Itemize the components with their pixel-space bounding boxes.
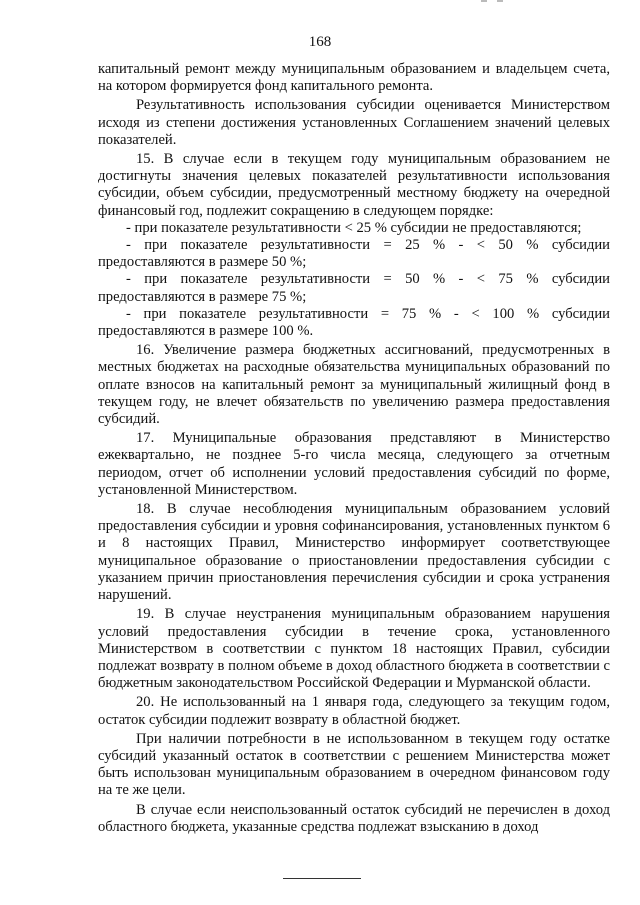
paragraph-15: 15. В случае если в текущем году муниципальным образованием не достигнуты значения целевых показателей результативности использования субсидии, объем субсидии, предусмотренный местному бюджету на очередной финансовый год, подлежит сокращению в следующем порядке: — [98, 151, 610, 219]
paragraph-18: 18. В случае несоблюдения муниципальным образованием условий предоставления субсидии и уровня софинансирования, установленных пунктом 6 и 8 настоящих Правил, Министерство информирует соответствующее муниципальное образование о приостановлении предоставления субсидии с указанием причин приостановления перечисления субсидии и срока устранения нарушений. — [98, 501, 610, 604]
list-item-reduction-2: - при показателе результативности = 25 % - < 50 % субсидии предоставляются в размере 50 %; — [98, 237, 610, 271]
paragraph-17: 17. Муниципальные образования представляют в Министерство ежеквартально, не позднее 5-го числа месяца, следующего за отчетным периодом, отчет об исполнении условий предоставления субсидий по форме, установленной Министерством. — [98, 430, 610, 498]
list-item-reduction-4: - при показателе результативности = 75 % - < 100 % субсидии предоставляются в размере 100 %. — [98, 305, 610, 340]
paragraph-recovery: В случае если неиспользованный остаток субсидий не перечислен в доход областного бюджета, указанные средства подлежат взысканию в доход — [98, 801, 610, 835]
list-item-reduction-1: - при показателе результативности < 25 % субсидии не предоставляются; — [126, 219, 582, 236]
paragraph-16: 16. Увеличение размера бюджетных ассигнований, предусмотренных в местных бюджетах на расходные обязательства муниципальных образований по оплате взносов на капитальный ремонт за муниципальный жилищный фонд в текущем году, не влечет обязательств по увеличению размера предоставления субсидий. — [98, 342, 610, 428]
page-number: 168 — [308, 34, 332, 50]
paragraph-20: 20. Не использованный на 1 января года, следующего за текущим годом, остаток субсидии подлежит возврату в областной бюджет. — [98, 694, 610, 728]
scan-mark — [475, 0, 515, 3]
paragraph-effectiveness: Результативность использования субсидии оценивается Министерством исходя из степени достижения установленных Соглашением значений целевых показателей. — [98, 97, 610, 148]
paragraph-continuation: капитальный ремонт между муниципальным образованием и владельцем счета, на котором формируется фонд капитального ремонта. — [98, 61, 610, 95]
footer-rule — [283, 878, 361, 879]
list-item-reduction-3: - при показателе результативности = 50 % - < 75 % субсидии предоставляются в размере 75 %; — [98, 271, 610, 305]
paragraph-19: 19. В случае неустранения муниципальным образованием нарушения условий предоставления субсидии в течение срока, установленного Министерством в соответствии с пунктом 18 настоящих Правил, субсидии подлежат возврату в полном объеме в доход областного бюджета в соответствии с бюджетным законодательством Российской Федерации и Мурманской области. — [98, 606, 610, 692]
paragraph-unused-balance: При наличии потребности в не использованном в текущем году остатке субсидий указанный остаток в соответствии с решением Министерства может быть использован муниципальным образованием в очередном финансовом году на те же цели. — [98, 730, 610, 799]
document-body — [98, 61, 610, 836]
